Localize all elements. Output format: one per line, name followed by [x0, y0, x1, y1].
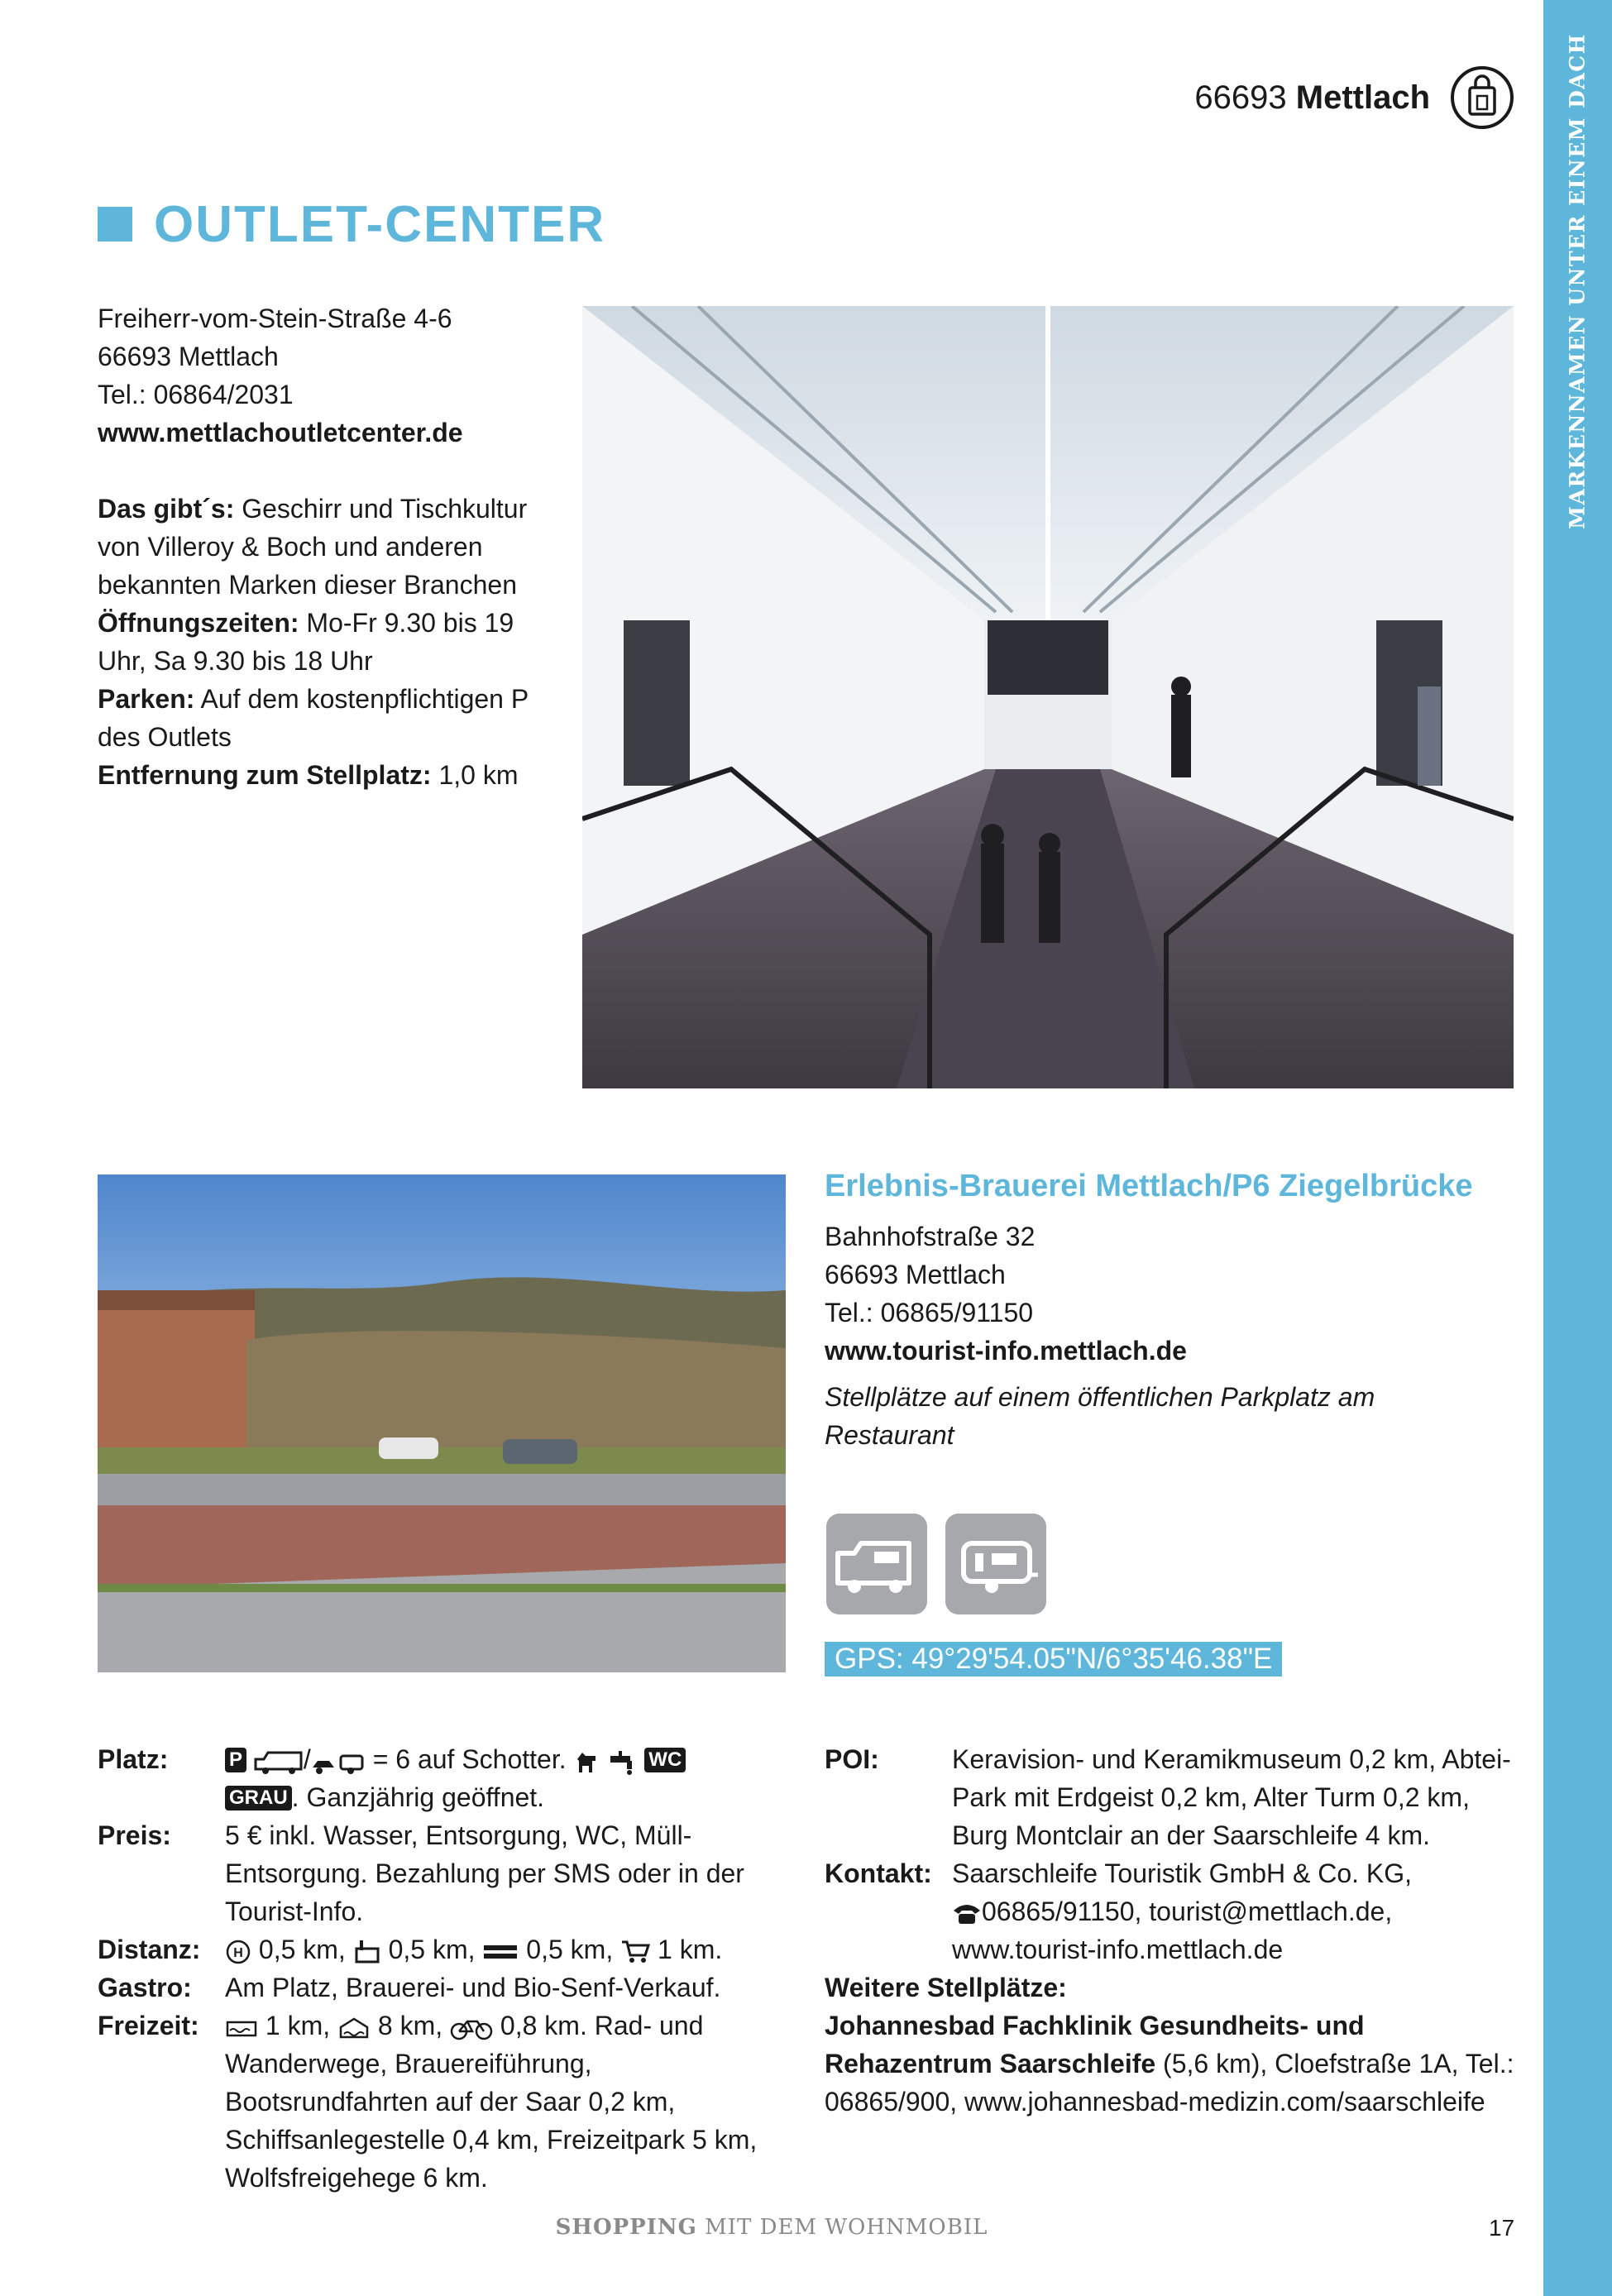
bus-stop-icon: [225, 1939, 251, 1965]
preis-value: 5 € inkl. Wasser, Entsorgung, WC, Müll-Entsorgung. Bezahlung per SMS oder in der Tourist-Info.: [225, 1820, 744, 1926]
platz-season: . Ganzjährig geöffnet.: [291, 1782, 545, 1812]
outlet-distance: [98, 756, 561, 794]
distance-supermarket: 1 km.: [658, 1935, 723, 1964]
heading-marker: [98, 207, 132, 242]
parking-label: Parken:: [98, 684, 195, 714]
svg-text:H: H: [233, 1945, 243, 1960]
caravan-badge-icon: [945, 1514, 1046, 1614]
gastro-label: Gastro:: [98, 1973, 192, 2002]
footer-bold: SHOPPING: [555, 2215, 697, 2240]
platz-label: Platz:: [98, 1744, 169, 1774]
outlet-info: [98, 299, 561, 794]
kontakt-phone: 06865/91150, tourist@mettlach.de,: [982, 1897, 1393, 1926]
bicycle-icon: [450, 2016, 493, 2040]
wc-icon: WC: [644, 1748, 686, 1772]
stellplatz-note: Stellplätze auf einem öffentlichen Parkplatz am Restaurant: [825, 1382, 1375, 1450]
parking-text: Auf dem kostenpflichtigen P des Outlets: [98, 684, 529, 752]
train-icon: [482, 1939, 519, 1965]
parking-lot-photo: [98, 1174, 786, 1672]
distance-bus: 0,5 km,: [258, 1935, 346, 1964]
gastro-value: Am Platz, Brauerei- und Bio-Senf-Verkauf.: [225, 1973, 721, 2002]
shop-icon: [353, 1939, 381, 1965]
page-location: [1194, 79, 1430, 117]
distance-shop: 0,5 km,: [388, 1935, 476, 1964]
footer-rest: MIT DEM WOHNMOBIL: [705, 2215, 988, 2240]
outlet-zipcity: 66693 Mettlach: [98, 342, 279, 371]
outlet-interior-photo: [582, 306, 1514, 1088]
stellplatz-street: Bahnhofstraße 32: [825, 1222, 1036, 1251]
outlet-street: Freiherr-vom-Stein-Straße 4-6: [98, 304, 452, 333]
motorhome-badge-icon: [826, 1514, 927, 1614]
kontakt-web-link[interactable]: www.tourist-info.mettlach.de: [952, 1935, 1284, 1964]
dog-icon: [574, 1748, 600, 1776]
weitere-name: Johannesbad Fachklinik Gesundheits- und Rehazentrum Saarschleife: [825, 2011, 1365, 2078]
platz-value: P / = 6 auf Schotter. WC GRAU . Ganzjährig geöffnet.: [225, 1740, 776, 1816]
freizeit-value: [225, 2007, 776, 2197]
swimming-icon: [225, 2016, 258, 2040]
outlet-offer: [98, 490, 561, 604]
distance-rail: 0,5 km,: [526, 1935, 614, 1964]
weitere-value: [825, 2007, 1519, 2121]
distanz-value: [225, 1930, 776, 1968]
freizeit-label: Freizeit:: [98, 2011, 199, 2040]
parking-icon: P: [225, 1748, 246, 1772]
outlet-hours: [98, 604, 561, 680]
stellplatz-zipcity: 66693 Mettlach: [825, 1260, 1006, 1289]
platz-count: = 6 auf Schotter.: [372, 1744, 567, 1774]
freizeit-swim: 1 km,: [265, 2011, 331, 2040]
poi-label: POI:: [825, 1744, 879, 1774]
outlet-tel: Tel.: 06864/2031: [98, 380, 294, 409]
shopping-cart-icon: [620, 1939, 650, 1965]
offer-label: Das gibt´s:: [98, 494, 235, 524]
preis-label: Preis:: [98, 1820, 171, 1850]
stellplatz-info: [825, 1217, 1511, 1454]
page-footer: [0, 2215, 1543, 2240]
weitere-text: (5,6 km), Cloefstraße 1A, Tel.: 06865/900, www.johannesbad-medizin.com/saarschleife: [825, 2049, 1514, 2117]
shopping-bag-icon: [1449, 65, 1515, 131]
hours-label: Öffnungszeiten:: [98, 608, 299, 638]
kontakt-label: Kontakt:: [825, 1858, 932, 1888]
motorhome-icon: [254, 1748, 304, 1776]
stellplatz-web-link[interactable]: www.tourist-info.mettlach.de: [825, 1336, 1187, 1366]
city-name: Mettlach: [1295, 79, 1430, 116]
freizeit-thermal: 8 km,: [377, 2011, 443, 2040]
distance-text: 1,0 km: [438, 760, 519, 790]
zip-code: 66693: [1194, 79, 1287, 116]
offer-text: Geschirr und Tischkultur von Villeroy & Boch und anderen bekannten Marken dieser Branchen: [98, 494, 528, 600]
details-right: [825, 1740, 1519, 2121]
grey-water-icon: GRAU: [225, 1786, 292, 1810]
freizeit-text: 0,8 km. Rad- und Wanderwege, Brauereiführung, Bootsrundfahrten auf der Saar 0,2 km, Schiffsanlegestelle 0,4 km, Freizeitpark 5 km, Wolfsfreigehege 6 km.: [225, 2011, 758, 2193]
sidebar-title: MARKENNAMEN UNTER EINEM DACH: [1565, 33, 1590, 529]
page-number: 17: [1489, 2215, 1515, 2241]
distance-label: Entfernung zum Stellplatz:: [98, 760, 432, 790]
phone-icon: [952, 1902, 982, 1925]
weitere-label: Weitere Stellplätze:: [825, 1973, 1067, 2002]
thermal-bath-icon: [337, 2016, 371, 2040]
gps-coordinates: GPS: 49°29'54.05"N/6°35'46.38"E: [825, 1642, 1282, 1677]
section-title: OUTLET-CENTER: [154, 196, 606, 253]
stellplatz-title: Erlebnis-Brauerei Mettlach/P6 Ziegelbrücke: [825, 1169, 1473, 1203]
poi-value: Keravision- und Keramikmuseum 0,2 km, Abtei-Park mit Erdgeist 0,2 km, Alter Turm 0,2 km, Burg Montclair an der Saarschleife 4 km.: [952, 1744, 1511, 1850]
car-trailer-icon: [311, 1748, 366, 1776]
hours-text: Mo-Fr 9.30 bis 19 Uhr, Sa 9.30 bis 18 Uhr: [98, 608, 514, 676]
distanz-label: Distanz:: [98, 1935, 201, 1964]
details-left: [98, 1740, 776, 2197]
water-tap-icon: [607, 1748, 637, 1776]
outlet-web-link[interactable]: www.mettlachoutletcenter.de: [98, 418, 463, 447]
sidebar-band: [1543, 0, 1612, 2296]
outlet-parking: [98, 680, 561, 756]
kontakt-company: Saarschleife Touristik GmbH & Co. KG,: [952, 1858, 1413, 1888]
stellplatz-tel: Tel.: 06865/91150: [825, 1298, 1034, 1327]
kontakt-value: [952, 1854, 1519, 1968]
